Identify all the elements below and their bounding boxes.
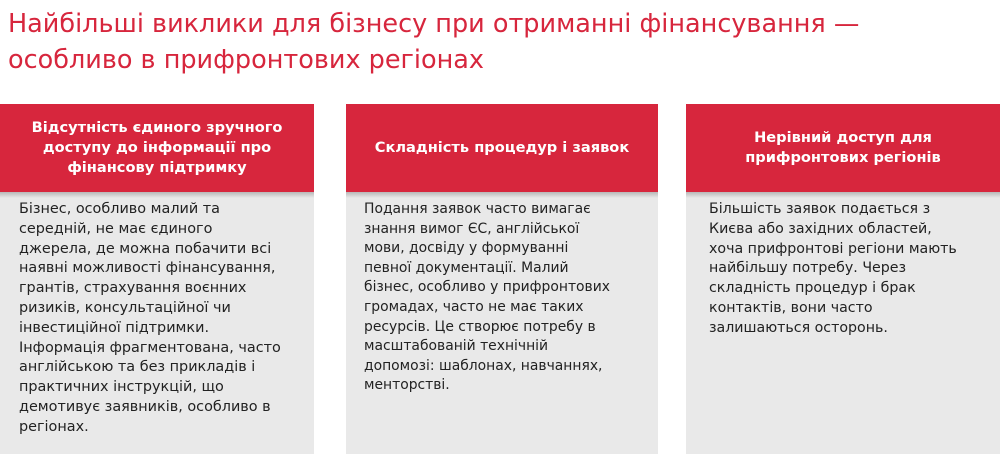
card-header (686, 104, 1000, 192)
card-body-text: Більшість заявок подається з Києва або західних областей, хоча прифронтові регіони мають найбільшу потребу. Через складність процедур і брак контактів, вони часто залишаються осторонь. (709, 201, 957, 336)
card-header-line: Складність процедур і заявок (374, 139, 630, 156)
page-title-line-2: особливо в прифронтових регіонах (8, 45, 484, 75)
card-header-line: Відсутність єдиного зручного (31, 119, 283, 136)
card-header (346, 104, 658, 192)
card-body-text: Подання заявок часто вимагає знання вимог ЄС, англійської мови, досвіду у формуванні певної документації. Малий бізнес, особливо у прифронтових громадах, часто не має таких ресурсів. Це створює потребу в масштабованій технічній допомозі: шаблонах, навчаннях, менторстві. (364, 201, 610, 394)
challenge-card-frontline-access (686, 104, 1000, 454)
card-header-line: доступу до інформації про (42, 139, 272, 156)
card-header-line: прифронтових регіонів (745, 149, 941, 166)
card-header (0, 104, 314, 192)
card-header-line: фінансову підтримку (67, 159, 247, 176)
page-title (8, 6, 988, 78)
card-body-text: Бізнес, особливо малий та середній, не має єдиного джерела, де можна побачити всі наявні можливості фінансування, грантів, страхування воєнних ризиків, консультаційної чи інвестиційної підтримки. Інформація фрагментована, часто англійською та без прикладів і практичних інструкцій, що демотивує заявників, особливо в регіонах. (19, 201, 281, 435)
page-title-line-1: Найбільші виклики для бізнесу при отриманні фінансування — (8, 9, 860, 39)
challenge-card-procedure-complexity (346, 104, 658, 454)
card-header-line: Нерівний доступ для (754, 129, 932, 146)
challenge-card-information-access (0, 104, 314, 454)
